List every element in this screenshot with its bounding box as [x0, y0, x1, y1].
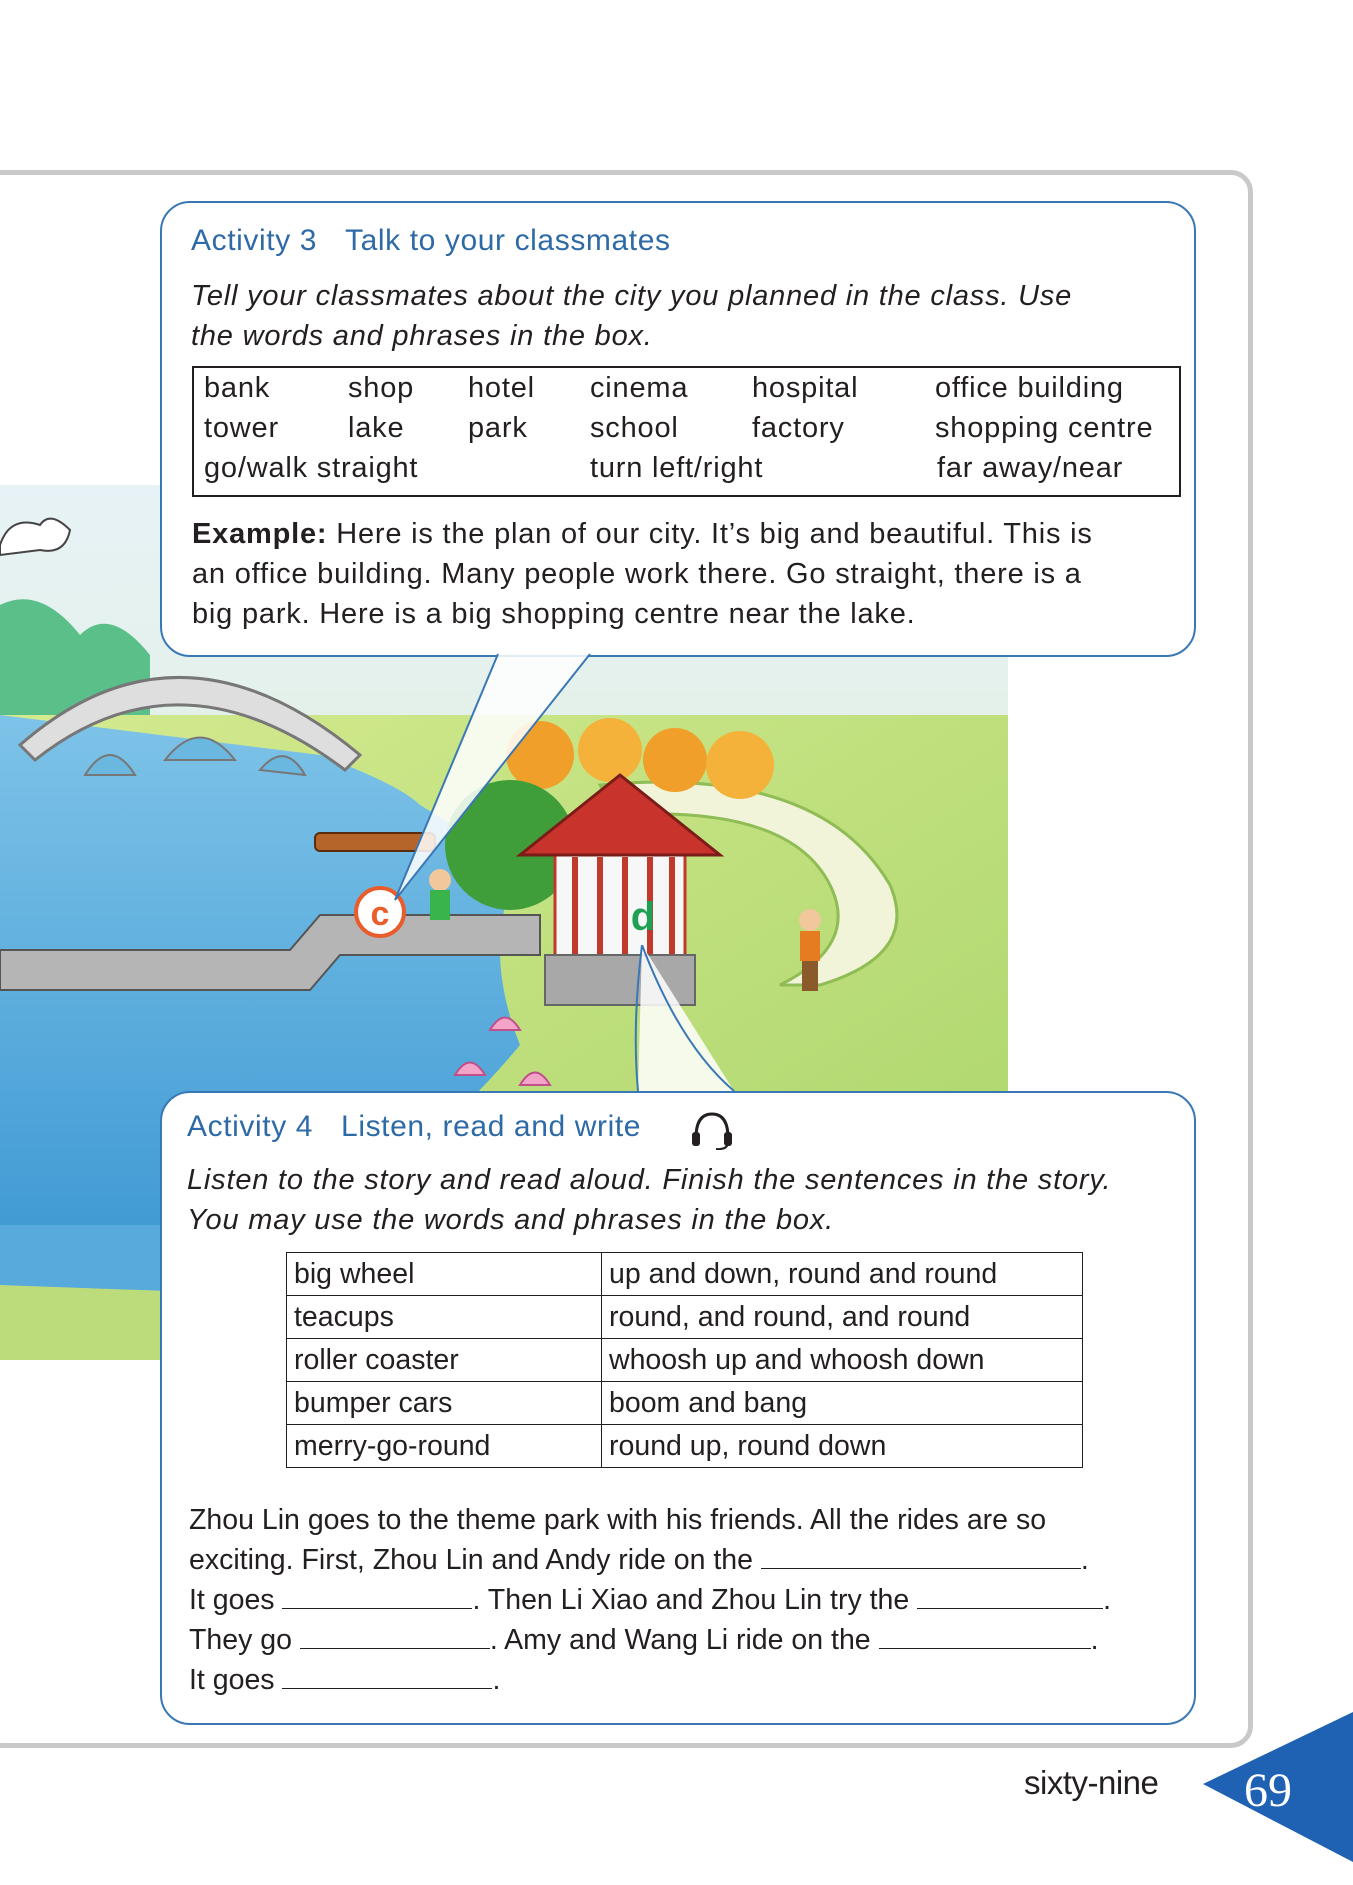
ride-motion: round up, round down — [602, 1425, 1083, 1468]
word-office-building: office building — [935, 372, 1124, 404]
headphones-icon[interactable] — [690, 1110, 734, 1150]
label-d: d — [630, 895, 656, 939]
instruction-line: Listen to the story and read aloud. Finish the sentences in the story. — [187, 1164, 1112, 1196]
activity-4-instructions — [187, 1160, 1111, 1240]
word-hotel: hotel — [468, 372, 535, 404]
rides-table — [286, 1252, 1083, 1468]
word-lake: lake — [348, 412, 405, 444]
example-label: Example: — [192, 518, 328, 550]
example-text — [192, 514, 1182, 634]
word-cinema: cinema — [590, 372, 689, 404]
speech-pointer-c — [380, 650, 640, 920]
blank-motion-3[interactable] — [282, 1666, 492, 1689]
ride-motion: whoosh up and whoosh down — [602, 1339, 1083, 1382]
ride-name: big wheel — [287, 1253, 602, 1296]
blank-ride-2[interactable] — [917, 1586, 1103, 1609]
word-bank: bank — [204, 372, 271, 404]
phrase-go-walk-straight: go/walk straight — [204, 452, 419, 484]
word-shopping-centre: shopping centre — [935, 412, 1154, 444]
table-row — [287, 1425, 1083, 1468]
page-number: 69 — [1244, 1764, 1292, 1817]
activity-4-title: Listen, read and write — [341, 1110, 642, 1143]
word-shop: shop — [348, 372, 415, 404]
table-row — [287, 1296, 1083, 1339]
blank-ride-1[interactable] — [761, 1546, 1081, 1569]
table-row — [287, 1253, 1083, 1296]
phrase-far-away-near: far away/near — [937, 452, 1124, 484]
word-park: park — [468, 412, 528, 444]
instruction-line: You may use the words and phrases in the box. — [187, 1204, 834, 1236]
story-line-4: They go . Amy and Wang Li ride on the . — [189, 1624, 1099, 1656]
word-hospital: hospital — [752, 372, 859, 404]
instruction-line: Tell your classmates about the city you planned in the class. Use — [191, 280, 1073, 312]
story-text — [189, 1500, 1111, 1700]
word-tower: tower — [204, 412, 279, 444]
table-row — [287, 1382, 1083, 1425]
word-factory: factory — [752, 412, 845, 444]
ride-motion: round, and round, and round — [602, 1296, 1083, 1339]
ride-motion: boom and bang — [602, 1382, 1083, 1425]
example-line: an office building. Many people work there. Go straight, there is a — [192, 558, 1082, 590]
example-line: big park. Here is a big shopping centre near the lake. — [192, 598, 916, 630]
activity-4-heading — [187, 1110, 641, 1144]
activity-3-heading — [191, 224, 671, 258]
ride-motion: up and down, round and round — [602, 1253, 1083, 1296]
story-line-3: It goes . Then Li Xiao and Zhou Lin try the . — [189, 1584, 1112, 1616]
ride-name: bumper cars — [287, 1382, 602, 1425]
speech-pointer-d — [630, 945, 740, 1095]
story-line-5: It goes . — [189, 1664, 501, 1696]
blank-motion-2[interactable] — [300, 1626, 490, 1649]
example-line: Here is the plan of our city. It’s big and beautiful. This is — [327, 518, 1093, 550]
instruction-line: the words and phrases in the box. — [191, 320, 653, 352]
blank-ride-3[interactable] — [879, 1626, 1091, 1649]
ride-name: roller coaster — [287, 1339, 602, 1382]
activity-3-number: Activity 3 — [191, 224, 318, 257]
story-line-2: exciting. First, Zhou Lin and Andy ride on the . — [189, 1544, 1089, 1576]
man-figure — [799, 909, 821, 991]
table-row — [287, 1339, 1083, 1382]
blank-motion-1[interactable] — [282, 1586, 472, 1609]
ride-name: merry-go-round — [287, 1425, 602, 1468]
page-number-words: sixty-nine — [1024, 1764, 1159, 1801]
phrase-turn-left-right: turn left/right — [590, 452, 764, 484]
label-c: c — [370, 895, 390, 933]
activity-3-title: Talk to your classmates — [345, 224, 671, 257]
activity-4-number: Activity 4 — [187, 1110, 314, 1143]
word-school: school — [590, 412, 679, 444]
ride-name: teacups — [287, 1296, 602, 1339]
story-line-1: Zhou Lin goes to the theme park with his friends. All the rides are so — [189, 1504, 1047, 1536]
activity-3-instructions — [191, 276, 1072, 356]
